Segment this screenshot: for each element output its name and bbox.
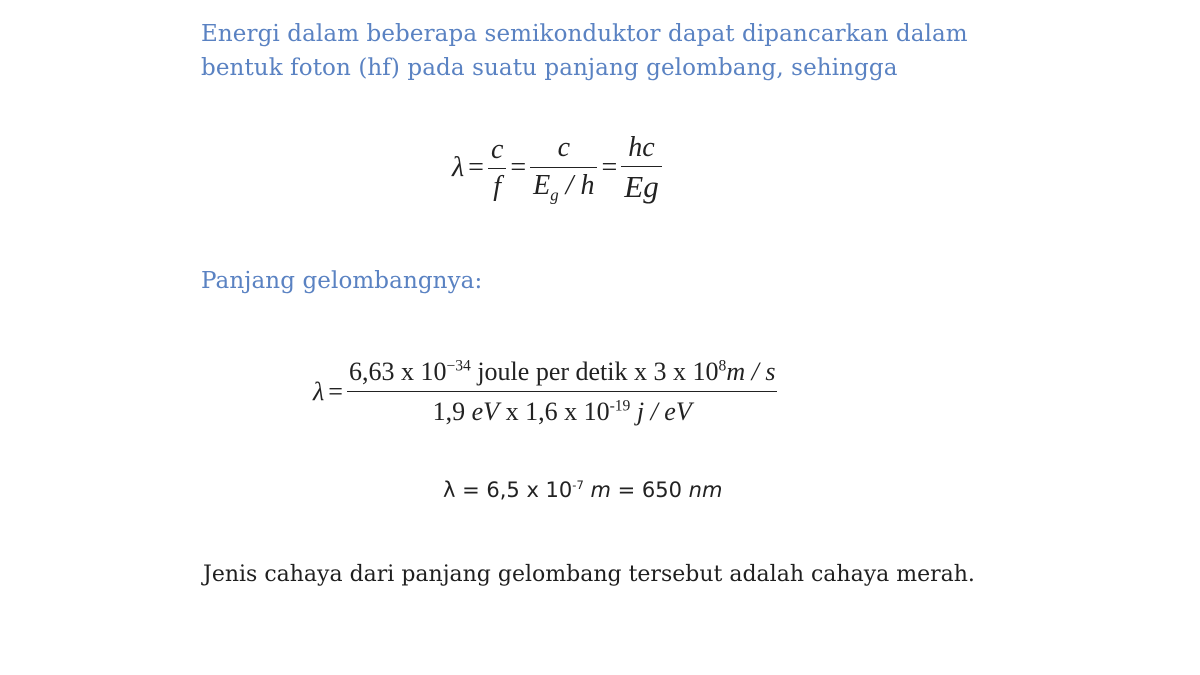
divide-planck: / h bbox=[558, 169, 595, 201]
conclusion-text: Jenis cahaya dari panjang gelombang tersebut adalah cahaya merah. bbox=[203, 562, 975, 587]
calculation-numerator bbox=[347, 357, 778, 391]
fraction-c-over-f bbox=[488, 134, 506, 203]
fraction-numerator: c bbox=[490, 133, 504, 165]
equals-sign: = bbox=[601, 152, 618, 184]
meter-unit: m bbox=[583, 478, 611, 502]
lambda-symbol: λ bbox=[452, 152, 465, 184]
result-exponent: -7 bbox=[572, 478, 584, 492]
ev-unit: eV bbox=[471, 396, 500, 426]
equals-sign: = bbox=[510, 152, 527, 184]
wavelength-calculation bbox=[313, 357, 777, 427]
energy-symbol: E bbox=[533, 169, 551, 201]
equals-sign: = bbox=[468, 152, 484, 184]
equals-sign: = bbox=[328, 376, 343, 406]
conversion-exponent: -19 bbox=[609, 397, 631, 415]
fraction-numerator: c bbox=[557, 132, 571, 164]
velocity-unit: m / s bbox=[726, 357, 776, 386]
fraction-denominator bbox=[621, 167, 661, 205]
speed-of-light-value: joule per detik x 3 x 10 bbox=[470, 357, 719, 386]
nanometer-unit: nm bbox=[688, 478, 723, 502]
result-middle: = 650 bbox=[610, 478, 689, 502]
energy-symbol: E bbox=[624, 169, 644, 205]
wavelength-formula bbox=[452, 132, 662, 205]
lambda-symbol: λ bbox=[313, 376, 325, 406]
band-gap-value: 1,9 bbox=[432, 396, 472, 426]
fraction-hc-over-eg bbox=[621, 132, 661, 205]
joule-per-ev-unit: j / eV bbox=[630, 396, 692, 426]
gap-subscript: g bbox=[550, 185, 559, 205]
planck-constant-value: 6,63 x 10 bbox=[348, 357, 447, 386]
conversion-factor: x 1,6 x 10 bbox=[499, 396, 610, 426]
planck-exponent: −34 bbox=[446, 357, 471, 375]
calculation-denominator bbox=[431, 392, 694, 427]
wavelength-heading: Panjang gelombangnya: bbox=[201, 268, 483, 294]
light-speed-exponent: 8 bbox=[718, 357, 727, 375]
fraction-numerator: hc bbox=[628, 132, 655, 163]
gap-letter: g bbox=[643, 169, 659, 205]
intro-text-line-1: Energi dalam beberapa semikonduktor dapat dipancarkan dalam bbox=[201, 21, 968, 47]
calculation-fraction bbox=[347, 357, 778, 427]
wavelength-result bbox=[443, 478, 722, 502]
result-prefix: λ = 6,5 x 10 bbox=[443, 478, 573, 502]
fraction-denominator: f bbox=[493, 170, 502, 202]
fraction-denominator bbox=[530, 168, 597, 205]
fraction-c-over-eg-h bbox=[530, 132, 597, 204]
intro-text-line-2: bentuk foton (hf) pada suatu panjang gelombang, sehingga bbox=[201, 55, 898, 81]
